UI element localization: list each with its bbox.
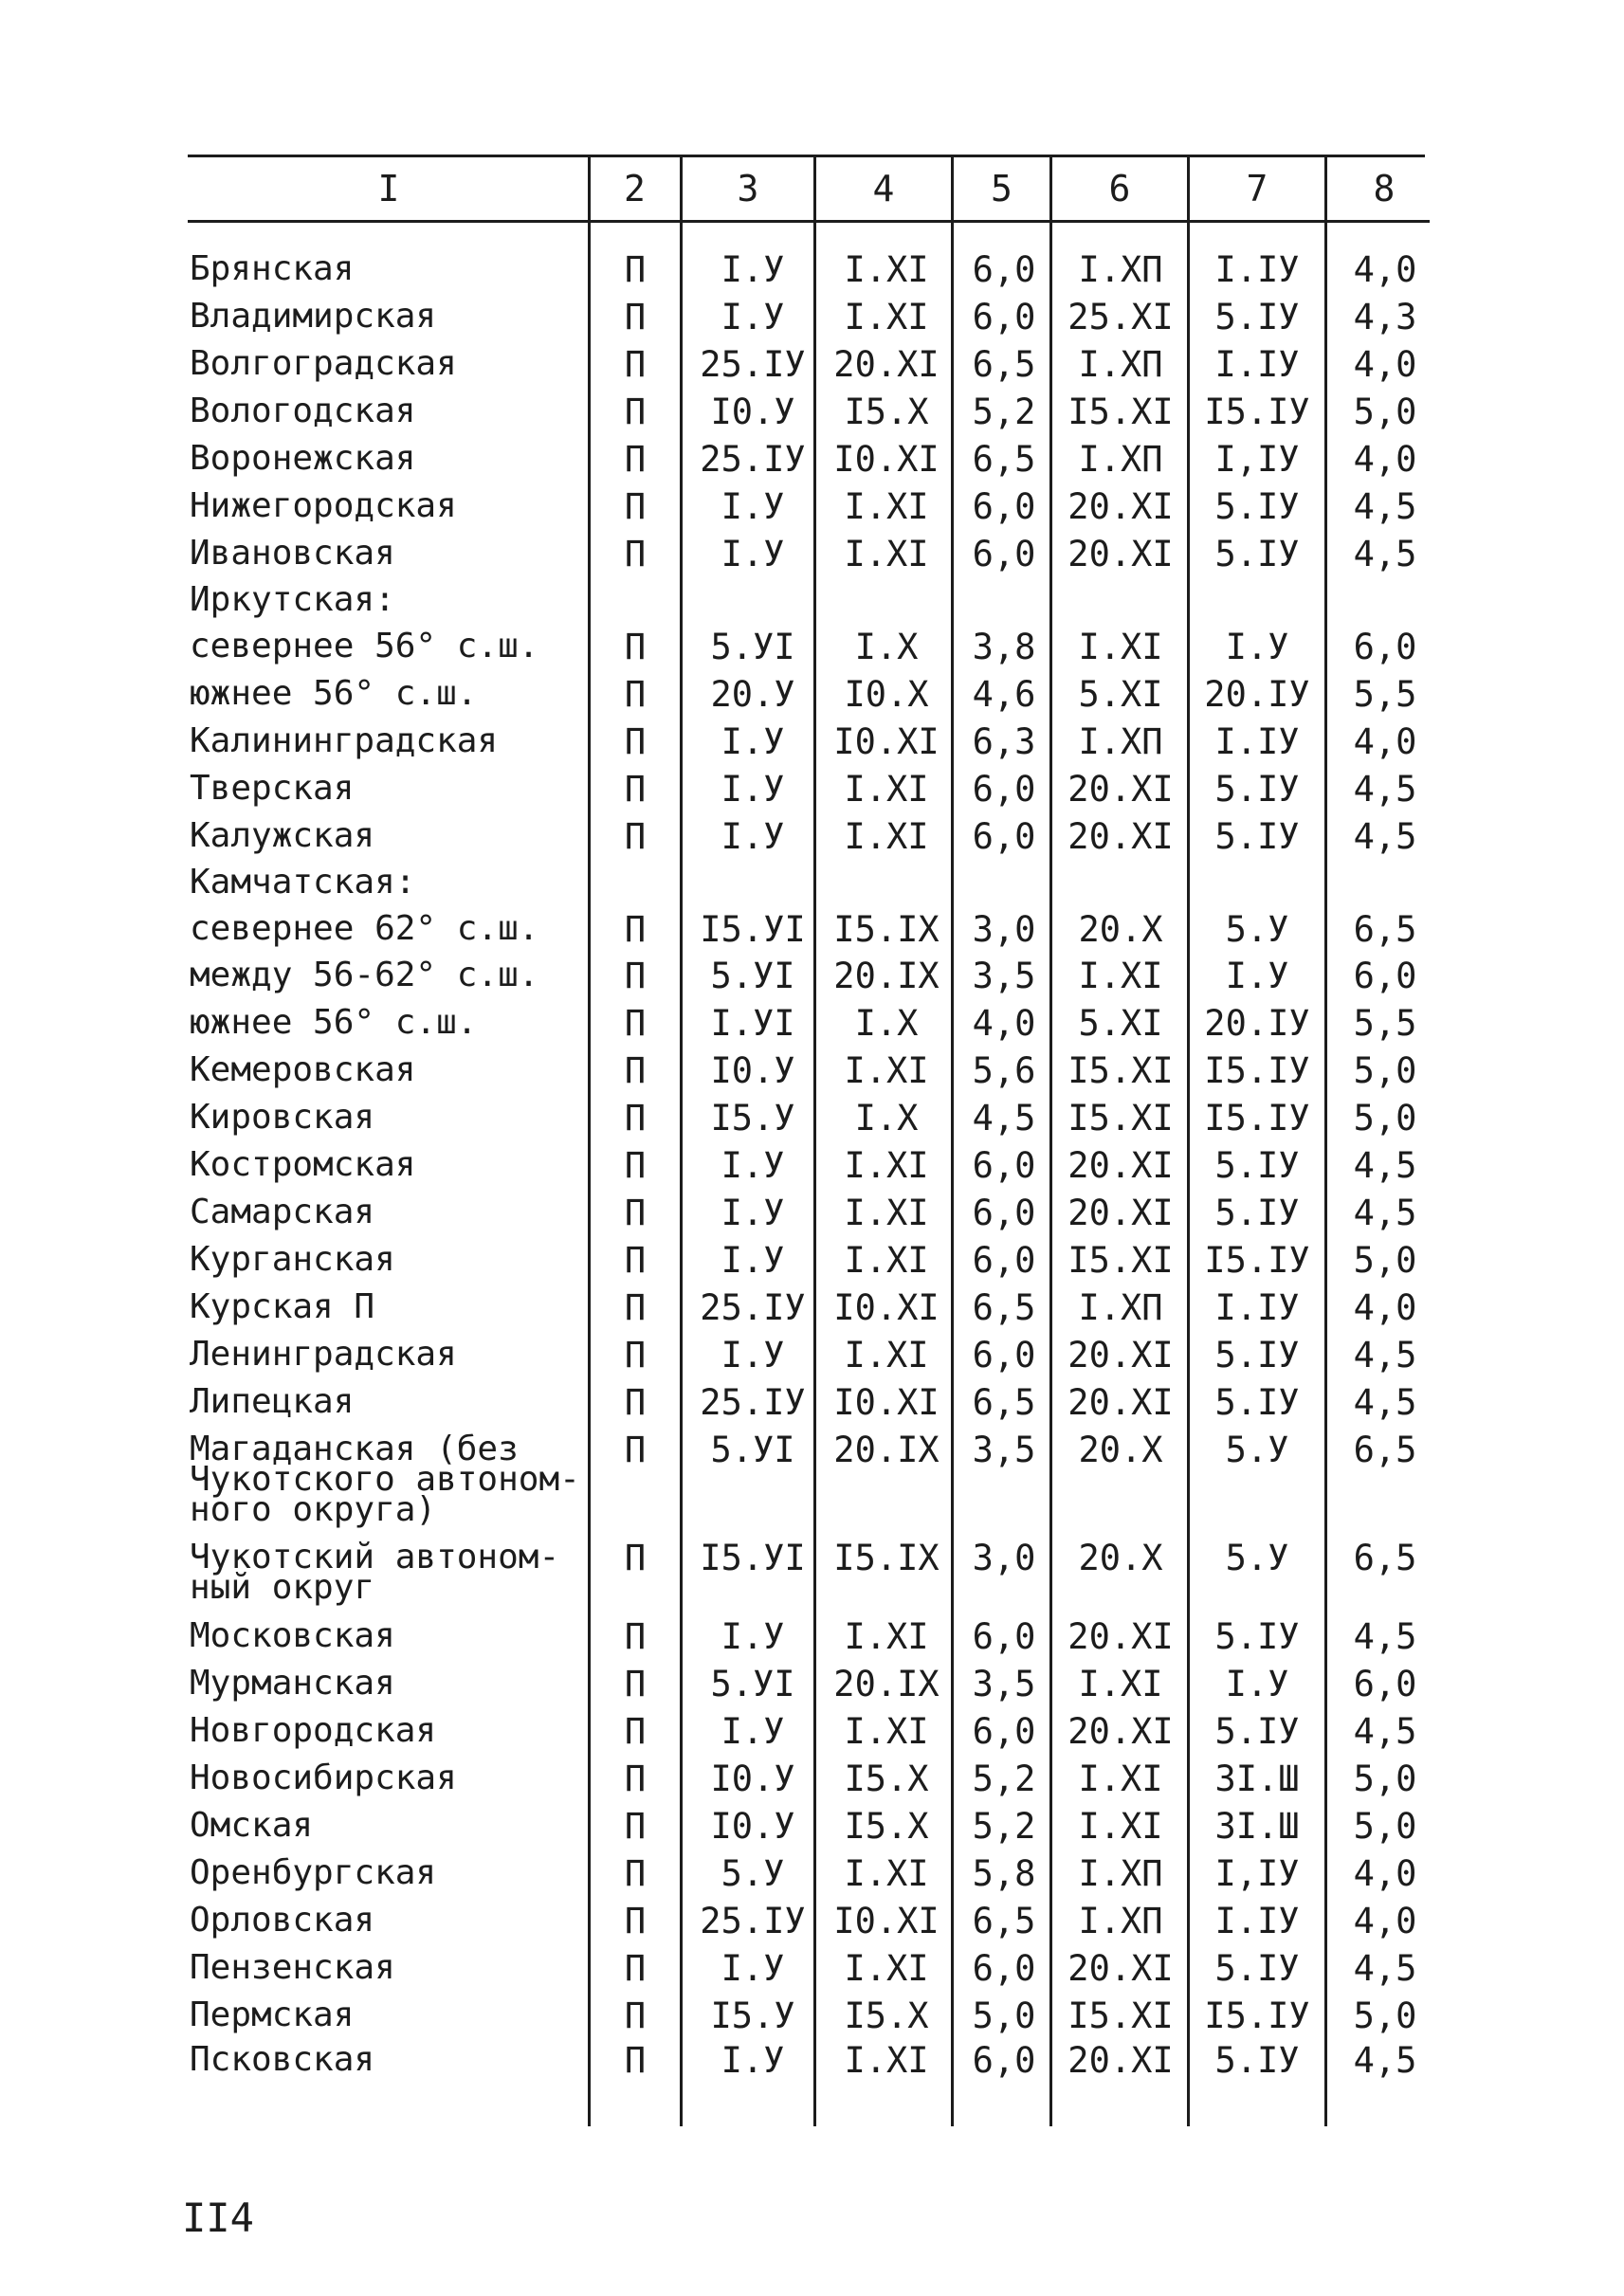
- table-cell-col-3: I.У: [721, 1193, 785, 1233]
- region-name: южнее 56° с.ш.: [190, 1003, 478, 1042]
- table-cell-col-5: 6,5: [972, 1901, 1036, 1941]
- table-cell-col-7: 5.IУ: [1214, 1145, 1300, 1186]
- table-cell-col-5: 3,5: [972, 956, 1036, 996]
- table-cell-col-3: I.У: [721, 721, 785, 762]
- table-cell-col-6: 20.XI: [1067, 1382, 1174, 1423]
- table-cell-col-3: 25.IУ: [700, 1382, 806, 1423]
- table-cell-col-4: 20.IX: [833, 1664, 940, 1704]
- table-cell-col-6: I5.XI: [1067, 1995, 1174, 2036]
- region-name: Вологодская: [190, 392, 416, 430]
- table-cell-col-5: 5,0: [972, 1995, 1036, 2036]
- table-cell-col-4: I.XI: [844, 1711, 929, 1752]
- table-cell-col-5: 6,0: [972, 1711, 1036, 1752]
- table-cell-col-8: 4,5: [1353, 769, 1417, 810]
- region-name: Воронежская: [190, 439, 416, 478]
- region-name: Нижегородская: [190, 486, 457, 525]
- table-cell-col-4: I.XI: [844, 297, 929, 337]
- table-cell-col-3: I5.УI: [700, 909, 806, 950]
- table-cell-col-7: 5.У: [1225, 1430, 1289, 1470]
- table-cell-col-8: 4,0: [1353, 249, 1417, 290]
- table-cell-col-7: I.У: [1225, 956, 1289, 996]
- table-cell-col-6: I.XI: [1078, 956, 1163, 996]
- table-cell-col-4: 20.IX: [833, 1430, 940, 1470]
- table-cell-col-5: 6,5: [972, 1382, 1036, 1423]
- table-cell-col-4: I5.X: [844, 1806, 929, 1847]
- table-cell-col-3: I.У: [721, 534, 785, 574]
- region-name: Липецкая: [190, 1382, 355, 1421]
- column-header-4: 4: [872, 168, 895, 210]
- table-cell-col-2: П: [624, 1240, 647, 1281]
- table-cell-col-8: 4,5: [1353, 1145, 1417, 1186]
- table-cell-col-8: 4,0: [1353, 344, 1417, 385]
- table-cell-col-6: I.XI: [1078, 1664, 1163, 1704]
- table-cell-col-3: I0.У: [710, 392, 795, 432]
- table-cell-col-3: 5.У: [721, 1853, 785, 1894]
- table-cell-col-8: 4,0: [1353, 1901, 1417, 1941]
- table-cell-col-4: I.XI: [844, 1948, 929, 1989]
- table-cell-col-6: 20.XI: [1067, 1711, 1174, 1752]
- table-cell-col-6: I.XП: [1078, 439, 1163, 480]
- column-header-6: 6: [1108, 168, 1131, 210]
- region-name: Московская: [190, 1616, 395, 1655]
- table-cell-col-6: I.XП: [1078, 1901, 1163, 1941]
- table-cell-col-2: П: [624, 1664, 647, 1704]
- table-cell-col-3: 5.УI: [710, 627, 795, 667]
- region-name: севернее 56° с.ш.: [190, 627, 539, 665]
- table-cell-col-3: I.У: [721, 1948, 785, 1989]
- table-cell-col-4: I.XI: [844, 249, 929, 290]
- table-cell-col-6: I.XП: [1078, 344, 1163, 385]
- table-cell-col-4: I.XI: [844, 1050, 929, 1091]
- table-cell-col-2: П: [624, 297, 647, 337]
- table-cell-col-4: I0.XI: [833, 1382, 940, 1423]
- region-name: Брянская: [190, 249, 355, 288]
- column-divider: [1187, 156, 1190, 2126]
- table-cell-col-8: 5,0: [1353, 392, 1417, 432]
- table-cell-col-6: I.XП: [1078, 1287, 1163, 1328]
- table-cell-col-4: 20.IX: [833, 956, 940, 996]
- table-cell-col-2: П: [624, 1003, 647, 1044]
- table-cell-col-6: 20.X: [1078, 909, 1163, 950]
- table-cell-col-6: 20.XI: [1067, 534, 1174, 574]
- table-cell-col-5: 6,0: [972, 2040, 1036, 2081]
- table-cell-col-7: 5.У: [1225, 909, 1289, 950]
- table-cell-col-2: П: [624, 1995, 647, 2036]
- table-cell-col-6: 25.XI: [1067, 297, 1174, 337]
- table-cell-col-5: 5,2: [972, 1758, 1036, 1799]
- table-cell-col-5: 6,0: [972, 249, 1036, 290]
- table-cell-col-2: П: [624, 534, 647, 574]
- region-name: Оренбургская: [190, 1853, 437, 1892]
- table-cell-col-4: I.XI: [844, 1616, 929, 1657]
- table-cell-col-4: I.XI: [844, 1335, 929, 1376]
- table-cell-col-2: П: [624, 392, 647, 432]
- table-cell-col-8: 4,5: [1353, 486, 1417, 527]
- table-cell-col-2: П: [624, 1901, 647, 1941]
- table-cell-col-8: 6,0: [1353, 1664, 1417, 1704]
- table-cell-col-8: 4,0: [1353, 1853, 1417, 1894]
- region-name: Ивановская: [190, 534, 395, 573]
- table-cell-col-4: I5.X: [844, 1758, 929, 1799]
- column-divider: [588, 156, 591, 2126]
- table-cell-col-7: I.IУ: [1214, 249, 1300, 290]
- table-cell-col-8: 4,3: [1353, 297, 1417, 337]
- table-cell-col-4: I0.X: [844, 674, 929, 715]
- column-header-1: I: [377, 168, 400, 210]
- table-cell-col-3: I.У: [721, 816, 785, 857]
- table-cell-col-2: П: [624, 2040, 647, 2081]
- table-cell-col-6: I5.XI: [1067, 392, 1174, 432]
- table-cell-col-2: П: [624, 1430, 647, 1470]
- region-name: Кемеровская: [190, 1050, 416, 1089]
- table-cell-col-4: I.XI: [844, 486, 929, 527]
- region-name: Камчатская:: [190, 863, 416, 902]
- table-cell-col-5: 6,0: [972, 1616, 1036, 1657]
- table-cell-col-6: I5.XI: [1067, 1050, 1174, 1091]
- region-name: Костромская: [190, 1145, 416, 1184]
- table-cell-col-7: 5.У: [1225, 1538, 1289, 1578]
- table-cell-col-7: 5.IУ: [1214, 1382, 1300, 1423]
- table-cell-col-2: П: [624, 1145, 647, 1186]
- table-cell-col-6: 5.XI: [1078, 1003, 1163, 1044]
- table-cell-col-6: 20.XI: [1067, 1193, 1174, 1233]
- region-name: Магаданская (без Чукотского автоном- ного округа): [190, 1430, 580, 1529]
- table-cell-col-5: 6,0: [972, 1335, 1036, 1376]
- table-cell-col-6: I.XI: [1078, 1806, 1163, 1847]
- table-cell-col-7: I5.IУ: [1204, 1098, 1310, 1139]
- table-cell-col-7: I5.IУ: [1204, 1050, 1310, 1091]
- table-cell-col-5: 6,5: [972, 1287, 1036, 1328]
- region-name: Курская П: [190, 1287, 375, 1326]
- table-cell-col-4: I.XI: [844, 816, 929, 857]
- table-cell-col-6: 20.X: [1078, 1538, 1163, 1578]
- column-divider: [680, 156, 683, 2126]
- table-cell-col-2: П: [624, 1853, 647, 1894]
- table-cell-col-8: 5,0: [1353, 1758, 1417, 1799]
- table-cell-col-5: 3,5: [972, 1664, 1036, 1704]
- table-cell-col-2: П: [624, 909, 647, 950]
- region-name: Калининградская: [190, 721, 499, 760]
- table-cell-col-7: 5.IУ: [1214, 1711, 1300, 1752]
- table-cell-col-5: 6,0: [972, 486, 1036, 527]
- table-cell-col-5: 3,0: [972, 1538, 1036, 1578]
- table-cell-col-7: 5.IУ: [1214, 816, 1300, 857]
- table-cell-col-5: 6,0: [972, 1193, 1036, 1233]
- table-cell-col-3: I.У: [721, 1145, 785, 1186]
- table-cell-col-5: 3,5: [972, 1430, 1036, 1470]
- table-cell-col-7: I.У: [1225, 1664, 1289, 1704]
- table-cell-col-3: I5.У: [710, 1995, 795, 2036]
- table-cell-col-3: 5.УI: [710, 956, 795, 996]
- table-cell-col-3: I.У: [721, 769, 785, 810]
- table-cell-col-8: 4,5: [1353, 1711, 1417, 1752]
- table-cell-col-5: 5,8: [972, 1853, 1036, 1894]
- column-header-8: 8: [1373, 168, 1396, 210]
- table-cell-col-2: П: [624, 627, 647, 667]
- region-name: Чукотский автоном- ный округ: [190, 1538, 560, 1607]
- table-cell-col-4: I.XI: [844, 1853, 929, 1894]
- table-cell-col-6: 20.XI: [1067, 2040, 1174, 2081]
- table-cell-col-4: I.XI: [844, 769, 929, 810]
- table-cell-col-7: 3I.Ш: [1214, 1758, 1300, 1799]
- region-name: Мурманская: [190, 1664, 395, 1703]
- table-cell-col-3: 25.IУ: [700, 344, 806, 385]
- table-cell-col-5: 5,2: [972, 1806, 1036, 1847]
- table-cell-col-2: П: [624, 1382, 647, 1423]
- table-cell-col-2: П: [624, 1616, 647, 1657]
- table-cell-col-3: I5.У: [710, 1098, 795, 1139]
- table-cell-col-3: I.У: [721, 2040, 785, 2081]
- table-cell-col-8: 6,5: [1353, 1430, 1417, 1470]
- table-cell-col-8: 4,5: [1353, 1616, 1417, 1657]
- column-divider: [813, 156, 816, 2126]
- table-cell-col-5: 6,0: [972, 1145, 1036, 1186]
- table-cell-col-3: I.У: [721, 1335, 785, 1376]
- table-cell-col-4: I.XI: [844, 534, 929, 574]
- table-cell-col-2: П: [624, 344, 647, 385]
- table-cell-col-2: П: [624, 1711, 647, 1752]
- table-cell-col-7: I.IУ: [1214, 344, 1300, 385]
- table-cell-col-7: 5.IУ: [1214, 2040, 1300, 2081]
- table-cell-col-5: 6,0: [972, 816, 1036, 857]
- table-cell-col-8: 4,5: [1353, 1335, 1417, 1376]
- table-cell-col-4: I.XI: [844, 1145, 929, 1186]
- table-cell-col-8: 6,0: [1353, 956, 1417, 996]
- table-cell-col-2: П: [624, 1193, 647, 1233]
- table-cell-col-8: 5,5: [1353, 1003, 1417, 1044]
- table-cell-col-5: 4,6: [972, 674, 1036, 715]
- table-cell-col-6: 5.XI: [1078, 674, 1163, 715]
- table-cell-col-2: П: [624, 1538, 647, 1578]
- table-cell-col-6: 20.XI: [1067, 1616, 1174, 1657]
- table-cell-col-4: I0.XI: [833, 1901, 940, 1941]
- table-cell-col-4: 20.XI: [833, 344, 940, 385]
- table-cell-col-2: П: [624, 1948, 647, 1989]
- region-name: Владимирская: [190, 297, 437, 336]
- table-cell-col-4: I.X: [854, 1003, 919, 1044]
- table-cell-col-8: 5,0: [1353, 1050, 1417, 1091]
- table-cell-col-4: I5.X: [844, 392, 929, 432]
- column-header-2: 2: [624, 168, 646, 210]
- region-name: Иркутская:: [190, 580, 395, 619]
- table-cell-col-2: П: [624, 249, 647, 290]
- table-cell-col-7: I.У: [1225, 627, 1289, 667]
- table-cell-col-7: I,IУ: [1214, 439, 1300, 480]
- table-cell-col-8: 4,5: [1353, 1193, 1417, 1233]
- table-cell-col-5: 6,5: [972, 439, 1036, 480]
- table-cell-col-8: 6,5: [1353, 1538, 1417, 1578]
- table-cell-col-3: I.У: [721, 297, 785, 337]
- table-cell-col-6: I.XI: [1078, 1758, 1163, 1799]
- table-cell-col-8: 4,5: [1353, 1382, 1417, 1423]
- table-cell-col-4: I0.XI: [833, 1287, 940, 1328]
- table-cell-col-4: I0.XI: [833, 439, 940, 480]
- table-cell-col-7: I.IУ: [1214, 1287, 1300, 1328]
- table-cell-col-7: 5.IУ: [1214, 769, 1300, 810]
- table-cell-col-2: П: [624, 439, 647, 480]
- table-cell-col-7: I5.IУ: [1204, 392, 1310, 432]
- table-cell-col-5: 4,5: [972, 1098, 1036, 1139]
- table-cell-col-5: 6,0: [972, 297, 1036, 337]
- table-cell-col-7: 5.IУ: [1214, 486, 1300, 527]
- table-cell-col-6: 20.XI: [1067, 1145, 1174, 1186]
- table-cell-col-5: 6,3: [972, 721, 1036, 762]
- table-cell-col-5: 6,0: [972, 1240, 1036, 1281]
- table-cell-col-3: 5.УI: [710, 1430, 795, 1470]
- table-cell-col-7: 20.IУ: [1204, 674, 1310, 715]
- table-cell-col-2: П: [624, 956, 647, 996]
- table-cell-col-6: I.XI: [1078, 627, 1163, 667]
- region-name: Псковская: [190, 2040, 375, 2079]
- table-cell-col-5: 5,6: [972, 1050, 1036, 1091]
- column-header-3: 3: [737, 168, 759, 210]
- table-cell-col-8: 6,0: [1353, 627, 1417, 667]
- table-cell-col-7: I.IУ: [1214, 1901, 1300, 1941]
- table-cell-col-7: 5.IУ: [1214, 1335, 1300, 1376]
- table-cell-col-5: 6,0: [972, 1948, 1036, 1989]
- table-cell-col-4: I.XI: [844, 2040, 929, 2081]
- table-cell-col-7: 20.IУ: [1204, 1003, 1310, 1044]
- table-cell-col-2: П: [624, 816, 647, 857]
- table-cell-col-3: I0.У: [710, 1806, 795, 1847]
- table-cell-col-4: I.X: [854, 627, 919, 667]
- table-cell-col-3: 20.У: [710, 674, 795, 715]
- table-cell-col-2: П: [624, 1287, 647, 1328]
- table-cell-col-3: I.У: [721, 249, 785, 290]
- table-cell-col-4: I0.XI: [833, 721, 940, 762]
- table-cell-col-3: I.У: [721, 1711, 785, 1752]
- table-cell-col-7: 5.IУ: [1214, 297, 1300, 337]
- region-name: Курганская: [190, 1240, 395, 1279]
- region-name: между 56-62° с.ш.: [190, 956, 539, 994]
- table-cell-col-4: I.X: [854, 1098, 919, 1139]
- table-cell-col-3: 25.IУ: [700, 1287, 806, 1328]
- table-cell-col-6: 20.XI: [1067, 1335, 1174, 1376]
- table-cell-col-2: П: [624, 1098, 647, 1139]
- table-cell-col-2: П: [624, 1806, 647, 1847]
- table-cell-col-6: 20.XI: [1067, 816, 1174, 857]
- region-name: Волгоградская: [190, 344, 457, 383]
- table-cell-col-3: I0.У: [710, 1758, 795, 1799]
- table-cell-col-6: 20.X: [1078, 1430, 1163, 1470]
- table-cell-col-7: 5.IУ: [1214, 534, 1300, 574]
- column-header-5: 5: [991, 168, 1013, 210]
- table-cell-col-8: 4,5: [1353, 534, 1417, 574]
- table-cell-col-7: 3I.Ш: [1214, 1806, 1300, 1847]
- table-cell-col-5: 3,8: [972, 627, 1036, 667]
- table-cell-col-4: I5.IX: [833, 1538, 940, 1578]
- table-cell-col-2: П: [624, 769, 647, 810]
- table-cell-col-7: I.IУ: [1214, 721, 1300, 762]
- column-header-7: 7: [1246, 168, 1268, 210]
- table-cell-col-6: I5.XI: [1067, 1098, 1174, 1139]
- table-cell-col-5: 6,5: [972, 344, 1036, 385]
- table-cell-col-7: I5.IУ: [1204, 1995, 1310, 2036]
- table-cell-col-8: 5,0: [1353, 1240, 1417, 1281]
- table-cell-col-5: 4,0: [972, 1003, 1036, 1044]
- table-cell-col-4: I.XI: [844, 1240, 929, 1281]
- table-cell-col-3: I0.У: [710, 1050, 795, 1091]
- table-cell-col-4: I.XI: [844, 1193, 929, 1233]
- table-cell-col-3: I5.УI: [700, 1538, 806, 1578]
- table-cell-col-6: I.XП: [1078, 1853, 1163, 1894]
- table-cell-col-2: П: [624, 721, 647, 762]
- region-name: Новгородская: [190, 1711, 437, 1750]
- table-cell-col-8: 5,0: [1353, 1806, 1417, 1847]
- table-cell-col-6: I5.XI: [1067, 1240, 1174, 1281]
- table-cell-col-6: I.XП: [1078, 249, 1163, 290]
- table-cell-col-5: 5,2: [972, 392, 1036, 432]
- table-cell-col-6: I.XП: [1078, 721, 1163, 762]
- column-divider: [1324, 156, 1327, 2126]
- table-cell-col-3: I.У: [721, 486, 785, 527]
- table-cell-col-8: 4,5: [1353, 816, 1417, 857]
- region-name: Кировская: [190, 1098, 375, 1137]
- region-name: севернее 62° с.ш.: [190, 909, 539, 948]
- table-cell-col-5: 3,0: [972, 909, 1036, 950]
- table-cell-col-3: I.У: [721, 1616, 785, 1657]
- table-cell-col-6: 20.XI: [1067, 1948, 1174, 1989]
- region-name: Ленинградская: [190, 1335, 457, 1374]
- table-header-rule: [188, 220, 1430, 223]
- table-cell-col-2: П: [624, 486, 647, 527]
- region-name: Тверская: [190, 769, 355, 808]
- table-cell-col-7: 5.IУ: [1214, 1948, 1300, 1989]
- table-cell-col-2: П: [624, 1050, 647, 1091]
- table-cell-col-2: П: [624, 674, 647, 715]
- table-cell-col-2: П: [624, 1335, 647, 1376]
- table-cell-col-3: I.У: [721, 1240, 785, 1281]
- table-cell-col-8: 5,5: [1353, 674, 1417, 715]
- table-cell-col-8: 4,0: [1353, 721, 1417, 762]
- table-cell-col-7: 5.IУ: [1214, 1193, 1300, 1233]
- region-name: Пензенская: [190, 1948, 395, 1987]
- region-name: Новосибирская: [190, 1758, 457, 1797]
- page-number: II4: [182, 2195, 254, 2241]
- table-cell-col-4: I5.X: [844, 1995, 929, 2036]
- table-cell-col-3: 5.УI: [710, 1664, 795, 1704]
- table-cell-col-7: I5.IУ: [1204, 1240, 1310, 1281]
- table-cell-col-6: 20.XI: [1067, 769, 1174, 810]
- table-cell-col-6: 20.XI: [1067, 486, 1174, 527]
- table-cell-col-4: I5.IX: [833, 909, 940, 950]
- table-cell-col-5: 6,0: [972, 534, 1036, 574]
- table-cell-col-7: I,IУ: [1214, 1853, 1300, 1894]
- region-name: южнее 56° с.ш.: [190, 674, 478, 713]
- region-name: Омская: [190, 1806, 314, 1845]
- table-cell-col-3: I.УI: [710, 1003, 795, 1044]
- table-cell-col-2: П: [624, 1758, 647, 1799]
- table-cell-col-8: 4,5: [1353, 2040, 1417, 2081]
- table-cell-col-8: 5,0: [1353, 1098, 1417, 1139]
- table-cell-col-8: 5,0: [1353, 1995, 1417, 2036]
- table-cell-col-8: 4,0: [1353, 1287, 1417, 1328]
- table-cell-col-7: 5.IУ: [1214, 1616, 1300, 1657]
- table-top-rule: [188, 155, 1425, 157]
- table-cell-col-8: 4,5: [1353, 1948, 1417, 1989]
- region-name: Самарская: [190, 1193, 375, 1231]
- table-cell-col-5: 6,0: [972, 769, 1036, 810]
- region-name: Калужская: [190, 816, 375, 855]
- table-cell-col-3: 25.IУ: [700, 1901, 806, 1941]
- table-cell-col-8: 4,0: [1353, 439, 1417, 480]
- table-cell-col-8: 6,5: [1353, 909, 1417, 950]
- region-name: Орловская: [190, 1901, 375, 1940]
- region-name: Пермская: [190, 1995, 355, 2034]
- table-cell-col-3: 25.IУ: [700, 439, 806, 480]
